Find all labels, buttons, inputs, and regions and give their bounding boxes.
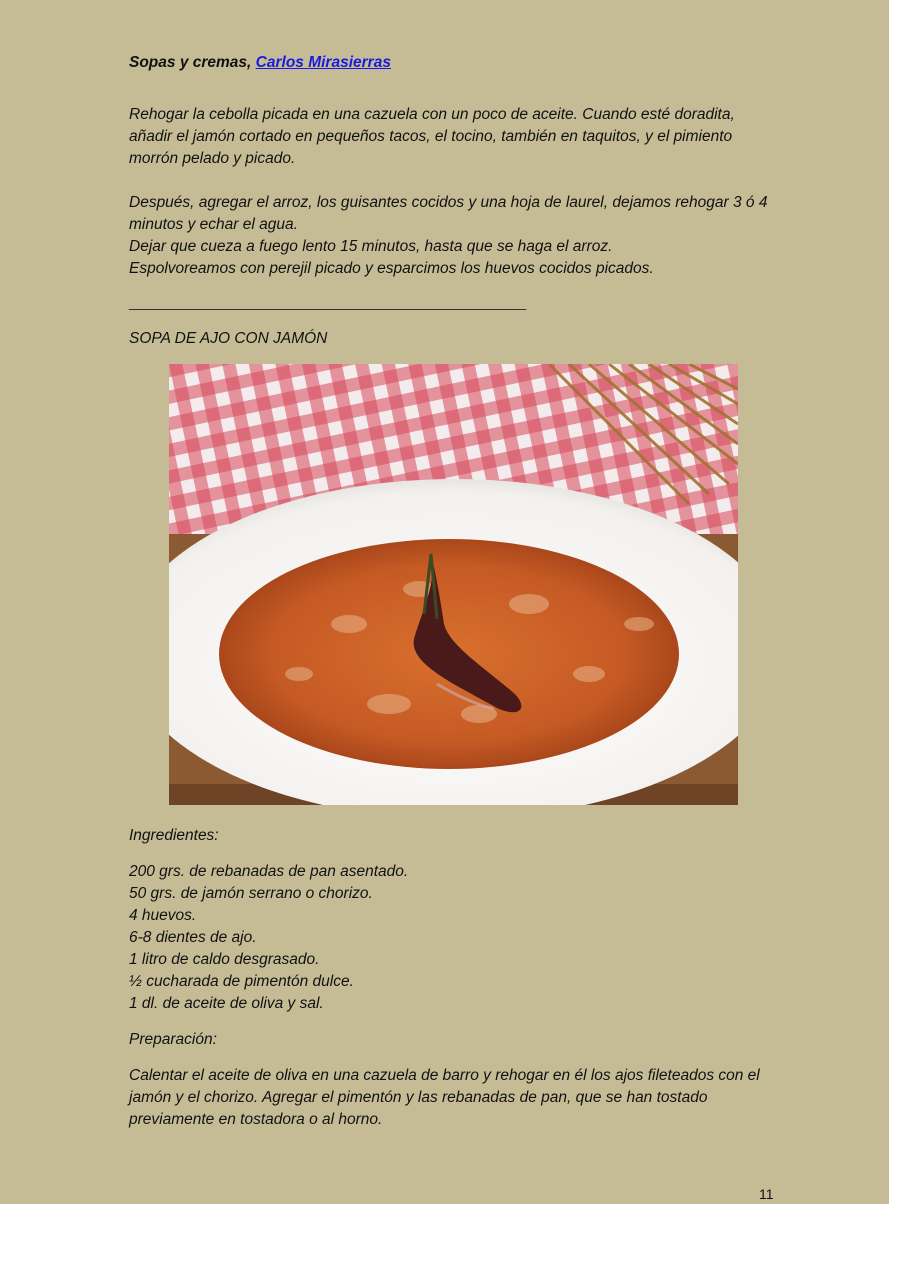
recipe-title: SOPA DE AJO CON JAMÓN	[129, 330, 328, 347]
ingredient-item: ½ cucharada de pimentón dulce.	[129, 973, 354, 990]
ingredient-item: 1 dl. de aceite de oliva y sal.	[129, 995, 324, 1012]
paragraph-2-line-1: Después, agregar el arroz, los guisantes cocidos y una hoja de laurel, dejamos rehogar 3 ó 4 minutos y echar el agua.	[129, 194, 768, 233]
ingredient-item: 1 litro de caldo desgrasado.	[129, 951, 320, 968]
paragraph-2-line-3: Espolvoreamos con perejil picado y esparcimos los huevos cocidos picados.	[129, 260, 654, 277]
separator-line: ___________________________________________________	[129, 294, 527, 310]
garlic-soup-photo	[169, 364, 738, 805]
preparation-text: Calentar el aceite de oliva en una cazuela de barro y rehogar en él los ajos fileteados con el jamón y el chorizo. Agregar el pimentón y las rebanadas de pan, que se han tostado previamente en tostadora o al horno.	[129, 1067, 760, 1128]
page-header	[129, 52, 779, 74]
paragraph-2	[129, 192, 779, 280]
ingredient-item: 6-8 dientes de ajo.	[129, 929, 257, 946]
header-title: Sopas y cremas,	[129, 54, 252, 71]
paragraph-1: Rehogar la cebolla picada en una cazuela con un poco de aceite. Cuando esté doradita, añadir el jamón cortado en pequeños tacos, el tocino, también en taquitos, y el pimiento morrón pelado y picado.	[129, 106, 735, 167]
ingredient-item: 200 grs. de rebanadas de pan asentado.	[129, 863, 409, 880]
ingredients-list	[129, 861, 779, 1015]
page-number: 11	[759, 1186, 774, 1202]
page-content	[129, 52, 779, 1145]
ingredients-heading: Ingredientes:	[129, 827, 219, 844]
ingredient-item: 50 grs. de jamón serrano o chorizo.	[129, 885, 373, 902]
soup-plate-image	[169, 364, 738, 805]
ingredient-item: 4 huevos.	[129, 907, 197, 924]
preparation-heading: Preparación:	[129, 1031, 217, 1048]
paragraph-2-line-2: Dejar que cueza a fuego lento 15 minutos, hasta que se haga el arroz.	[129, 238, 613, 255]
author-link[interactable]: Carlos Mirasierras	[255, 54, 391, 71]
